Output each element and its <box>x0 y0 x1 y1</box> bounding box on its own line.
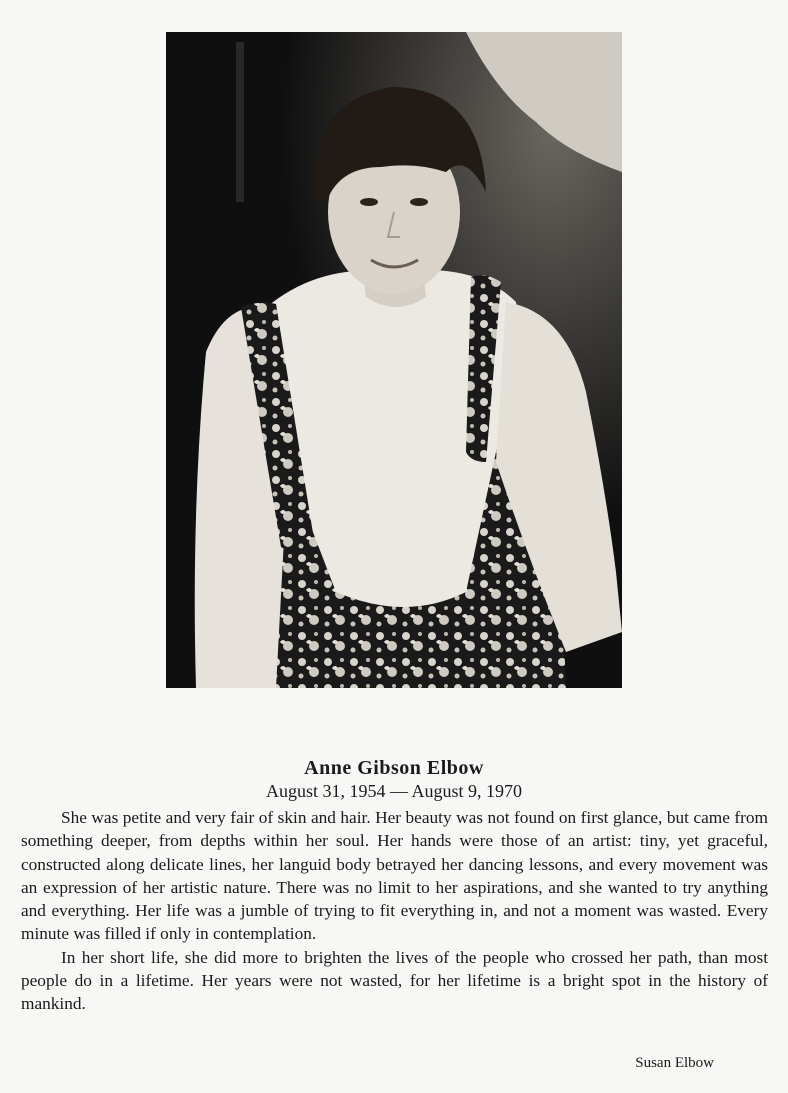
memorial-dates: August 31, 1954 — August 9, 1970 <box>265 781 523 801</box>
memorial-name: Anne Gibson Elbow <box>304 757 484 779</box>
author-signature: Susan Elbow <box>635 1055 714 1071</box>
tribute-paragraph: She was petite and very fair of skin and hair. Her beauty was not found on first glance, but came from something deeper, from depths within her soul. Her hands were those of an artist: tiny, yet graceful, constructed along delicate lines, her languid body betrayed her dancing lessons, and every movement was an expression of her artistic nature. There was no limit to her aspirations, and she wanted to try anything and everything. Her life was a jumble of trying to fit everything in, and not a moment was wasted. Every minute was filled if only in contemplation. <box>21 808 768 944</box>
tribute-paragraph: In her short life, she did more to brighten the lives of the people who crossed her path, than most people do in a lifetime. Her years were not wasted, for her lifetime is a bright spot in the history of mankind. <box>21 947 768 1014</box>
tribute-text <box>21 806 768 1016</box>
portrait-photo <box>166 32 622 688</box>
